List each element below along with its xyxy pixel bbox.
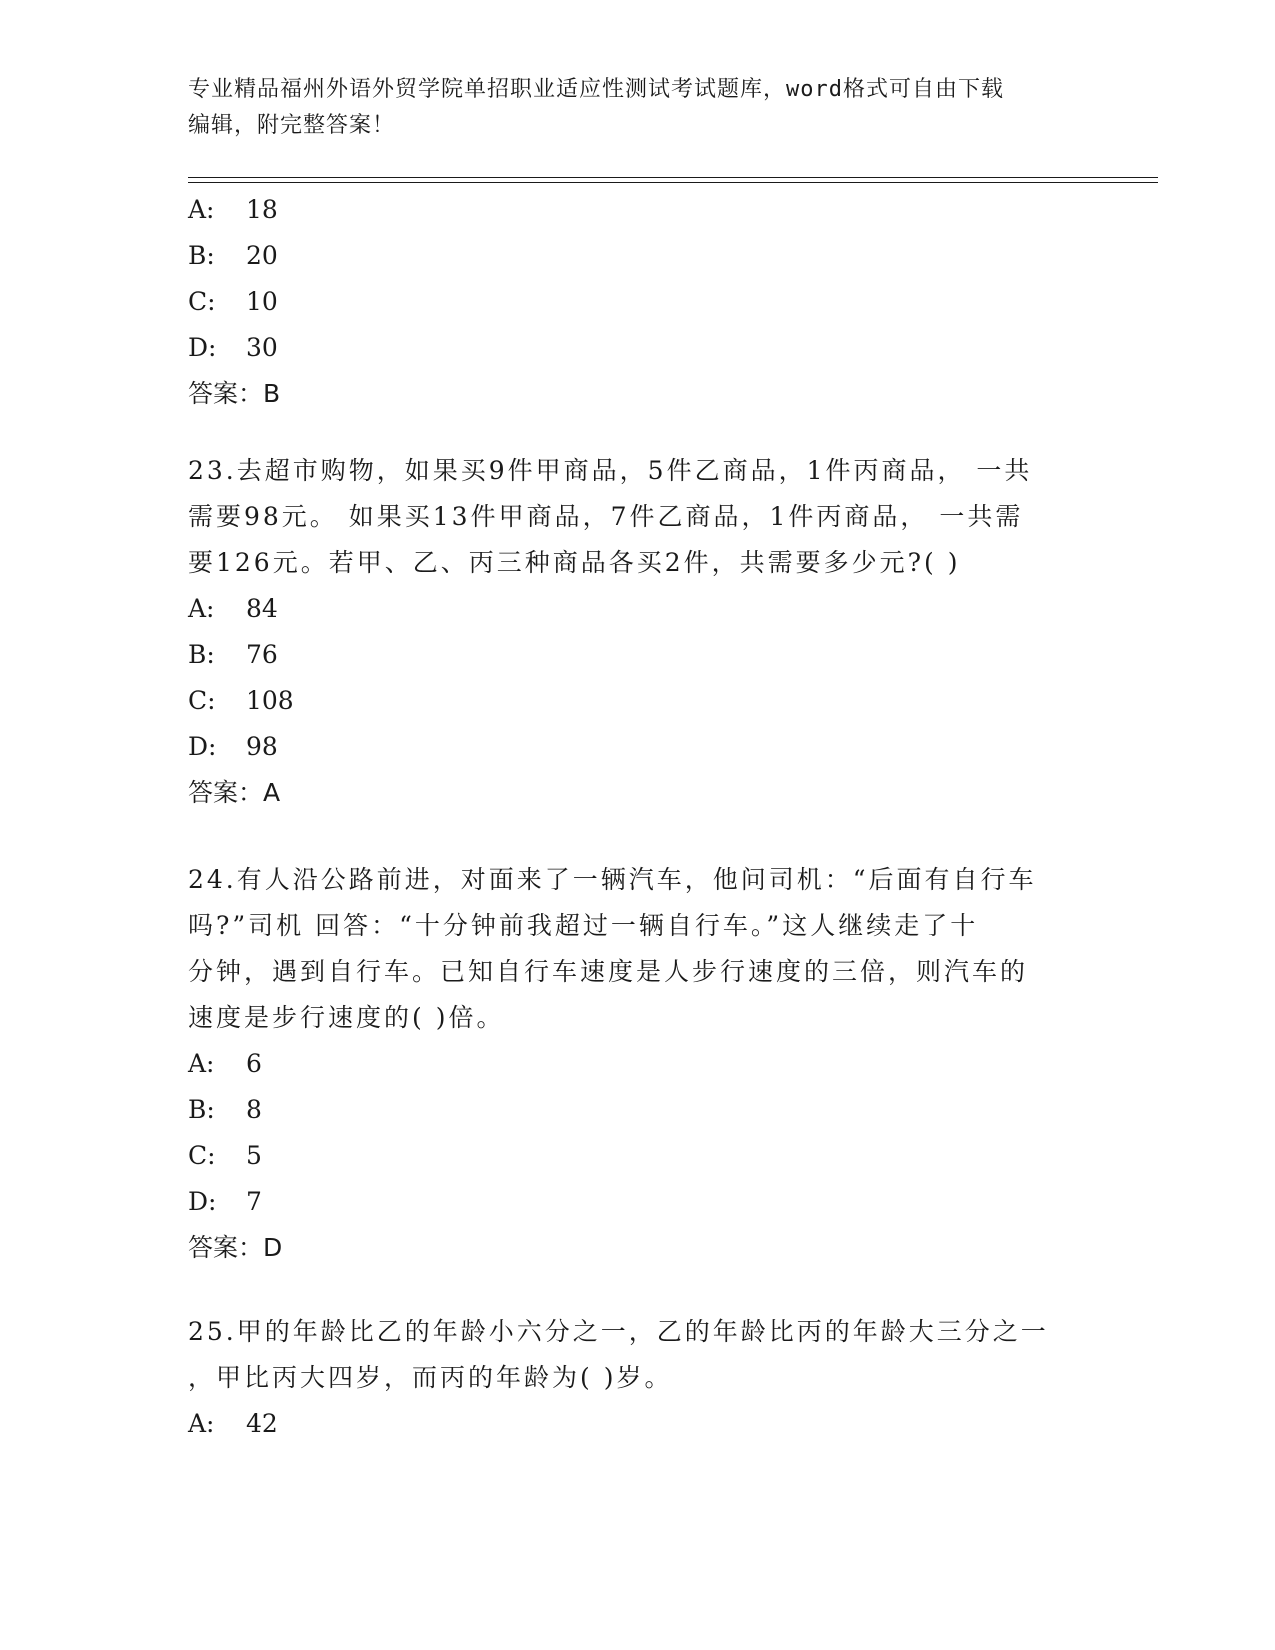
option-c (188, 678, 1088, 724)
option-a (188, 586, 1088, 632)
option-value: 5 (246, 1141, 262, 1170)
option-d (188, 325, 1088, 371)
option-b (188, 233, 1088, 279)
question-line: 需要98元。 如果买13件甲商品，7件乙商品，1件丙商品， 一共需 (188, 502, 1024, 531)
question-text (188, 1309, 1088, 1401)
question-22-options (188, 187, 1088, 417)
option-value: 30 (246, 333, 278, 362)
option-d (188, 724, 1088, 770)
question-text (188, 857, 1088, 1041)
option-letter: A: (188, 1409, 215, 1438)
question-line: 要126元。若甲、乙、丙三种商品各买2件，共需要多少元?( ) (188, 548, 961, 577)
option-letter: D: (188, 333, 217, 362)
answer-line: 答案：B (188, 379, 281, 408)
option-value: 76 (246, 640, 278, 669)
question-line: 25.甲的年龄比乙的年龄小六分之一，乙的年龄比丙的年龄大三分之一 (188, 1317, 1049, 1346)
option-value: 7 (246, 1187, 262, 1216)
question-25 (188, 1309, 1088, 1447)
option-d (188, 1179, 1088, 1225)
answer-line: 答案：D (188, 1233, 283, 1262)
header-line-1: 专业精品福州外语外贸学院单招职业适应性测试考试题库，word格式可自由下载 (188, 77, 1004, 102)
option-letter: C: (188, 686, 216, 715)
option-letter: A: (188, 594, 215, 623)
question-line: 24.有人沿公路前进，对面来了一辆汽车，他问司机：“后面有自行车 (188, 865, 1037, 894)
option-value: 108 (246, 686, 294, 715)
option-c (188, 1133, 1088, 1179)
option-letter: B: (188, 1095, 215, 1124)
question-text (188, 448, 1088, 586)
option-a (188, 1401, 1088, 1447)
option-value: 6 (246, 1049, 262, 1078)
option-value: 20 (246, 241, 278, 270)
option-value: 18 (246, 195, 278, 224)
answer-line: 答案：A (188, 778, 281, 807)
option-value: 98 (246, 732, 278, 761)
question-line: 23.去超市购物，如果买9件甲商品，5件乙商品，1件丙商品， 一共 (188, 456, 1033, 485)
option-letter: D: (188, 732, 217, 761)
option-b (188, 632, 1088, 678)
option-value: 10 (246, 287, 278, 316)
option-b (188, 1087, 1088, 1133)
question-23 (188, 448, 1088, 816)
option-letter: D: (188, 1187, 217, 1216)
option-a (188, 1041, 1088, 1087)
option-c (188, 279, 1088, 325)
document-header (188, 72, 1068, 144)
option-letter: A: (188, 195, 215, 224)
question-24 (188, 857, 1088, 1271)
header-line-2: 编辑，附完整答案！ (188, 113, 396, 138)
option-letter: C: (188, 287, 216, 316)
option-a (188, 187, 1088, 233)
question-line: 速度是步行速度的( )倍。 (188, 1003, 505, 1032)
header-divider-bottom (188, 182, 1158, 183)
option-letter: C: (188, 1141, 216, 1170)
header-divider-top (188, 177, 1158, 178)
option-letter: B: (188, 241, 215, 270)
option-letter: B: (188, 640, 215, 669)
option-value: 42 (246, 1409, 278, 1438)
option-value: 8 (246, 1095, 262, 1124)
question-line: 分钟，遇到自行车。已知自行车速度是人步行速度的三倍，则汽车的 (188, 957, 1029, 986)
question-line: ，甲比丙大四岁，而丙的年龄为( )岁。 (188, 1363, 673, 1392)
option-value: 84 (246, 594, 278, 623)
option-letter: A: (188, 1049, 215, 1078)
question-line: 吗?”司机 回答：“十分钟前我超过一辆自行车。”这人继续走了十 (188, 911, 979, 940)
